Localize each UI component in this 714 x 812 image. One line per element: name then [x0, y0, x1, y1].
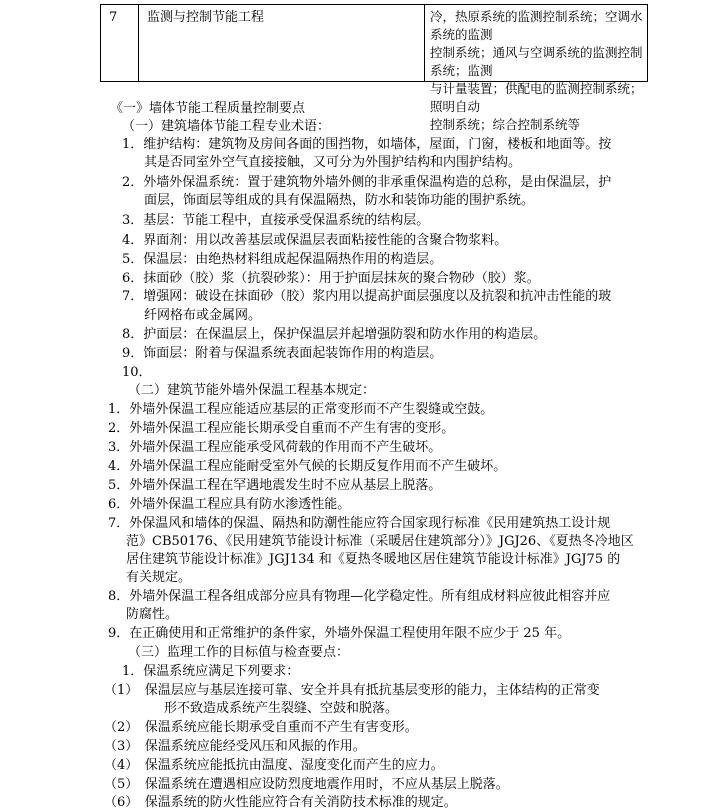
row-number: 7: [101, 5, 139, 81]
rule-item-cont: 防腐性。: [126, 607, 179, 622]
term-item: 2．外墙外保温系统：置于建筑物外墙外侧的非承重保温构造的总称，是由保温层，护: [122, 175, 612, 190]
check-item: 1．保温系统应满足下列要求：: [122, 664, 300, 679]
rule-item-cont: 范》CB50176、《民用建筑节能设计标准（采暖居住建筑部分）》JGJ26、《夏热冬冷地区: [126, 534, 634, 549]
rule-item: 9．在正确使用和正常维护的条件家，外墙外保温工程使用年限不应少于 25 年。: [108, 626, 571, 641]
project-description: [425, 5, 649, 132]
subsection-heading: （三）监理工作的目标值与检查要点：: [128, 645, 350, 660]
rule-item: 1．外墙外保温工程应能适应基层的正常变形而不产生裂缝或空鼓。: [108, 402, 494, 417]
rule-item: 2．外墙外保温工程应能长期承受自重而不产生有害的变形。: [108, 421, 455, 436]
term-item: 9．饰面层：附着与保温系统表面起装饰作用的构造层。: [122, 346, 443, 361]
term-item: 4．界面剂：用以改善基层或保温层表面粘接性能的含聚合物浆料。: [122, 233, 508, 248]
check-subitem-cont: 形不致造成系统产生裂缝、空鼓和脱落。: [164, 701, 399, 716]
rule-item-cont: 有关规定。: [126, 570, 192, 585]
check-subitem: （1） 保温层应与基层连接可靠、安全并具有抵抗基层变形的能力，主体结构的正常变: [104, 683, 600, 698]
rule-item: 8．外墙外保温工程各组成部分应具有物理—化学稳定性。所有组成材料应彼此相容并应: [108, 589, 611, 604]
term-item-cont: 其是否同室外空气直接接触，又可分为外围护结构和内围护结构。: [144, 155, 522, 170]
rule-item: 4．外墙外保温工程应能耐受室外气候的长期反复作用而不产生破坏。: [108, 459, 507, 474]
term-item-cont: 面层，饰面层等组成的具有保温隔热，防水和装饰功能的围护系统。: [144, 193, 535, 208]
term-item: 3．基层：节能工程中，直接承受保温系统的结构层。: [122, 213, 430, 228]
check-subitem: （3） 保温系统应能经受风压和风振的作用。: [104, 739, 366, 754]
term-item: 5．保温层：由绝热材料组成起保温隔热作用的构造层。: [122, 252, 443, 267]
term-item: 6．抹面砂（胶）浆（抗裂砂浆）：用于护面层抹灰的聚合物砂（胶）浆。: [122, 271, 540, 286]
description-line: 冷，热原系统的监测控制系统；空调水系统的监测: [430, 9, 643, 42]
subsection-heading: （一）建筑墙体节能工程专业术语：: [122, 119, 331, 134]
project-name: 监测与控制节能工程: [139, 5, 425, 81]
rule-item: 3．外墙外保温工程应能承受风荷载的作用而不产生破坏。: [108, 440, 442, 455]
term-item: 1．维护结构：建筑物及房间各面的围挡物，如墙体，屋面，门窗，楼板和地面等。按: [122, 137, 612, 152]
section-heading: 《一》墙体节能工程质量控制要点: [110, 101, 306, 116]
check-subitem: （5） 保温系统在遭遇相应设防烈度地震作用时，不应从基层上脱落。: [104, 777, 509, 792]
description-line: 控制系统；通风与空调系统的监测控制系统；监测: [430, 45, 643, 78]
term-item: 10．: [122, 365, 152, 380]
check-subitem: （6） 保温系统的防火性能应符合有关消防技术标准的规定。: [104, 795, 457, 810]
term-item-cont: 纤网格布或金属网。: [144, 308, 262, 323]
rule-item: 5．外墙外保温工程在罕遇地震发生时不应从基层上脱落。: [108, 478, 442, 493]
check-subitem: （2） 保温系统应能长期承受自重而不产生有害变形。: [104, 720, 418, 735]
description-line: 控制系统；综合控制系统等: [430, 117, 581, 132]
rule-item-cont: 居住建筑节能设计标准》JGJ134 和《夏热冬暖地区居住建筑节能设计标准》JGJ75 的: [126, 552, 621, 567]
check-subitem: （4） 保温系统应能抵抗由温度、湿度变化而产生的应力。: [104, 758, 444, 773]
term-item: 8．护面层：在保温层上，保护保温层并起增强防裂和防水作用的构造层。: [122, 327, 547, 342]
subsection-heading: （二）建筑节能外墙外保温工程基本规定：: [128, 383, 376, 398]
term-item: 7．增强网：破设在抹面砂（胶）浆内用以提高护面层强度以及抗裂和抗冲击性能的玻: [122, 289, 612, 304]
description-line: 与计量装置；供配电的监测控制系统；照明自动: [430, 81, 643, 114]
rule-item: 6．外墙外保温工程应具有防水渗透性能。: [108, 497, 351, 512]
rule-item: 7．外保温风和墙体的保温、隔热和防潮性能应符合国家现行标准《民用建筑热工设计规: [108, 516, 611, 531]
